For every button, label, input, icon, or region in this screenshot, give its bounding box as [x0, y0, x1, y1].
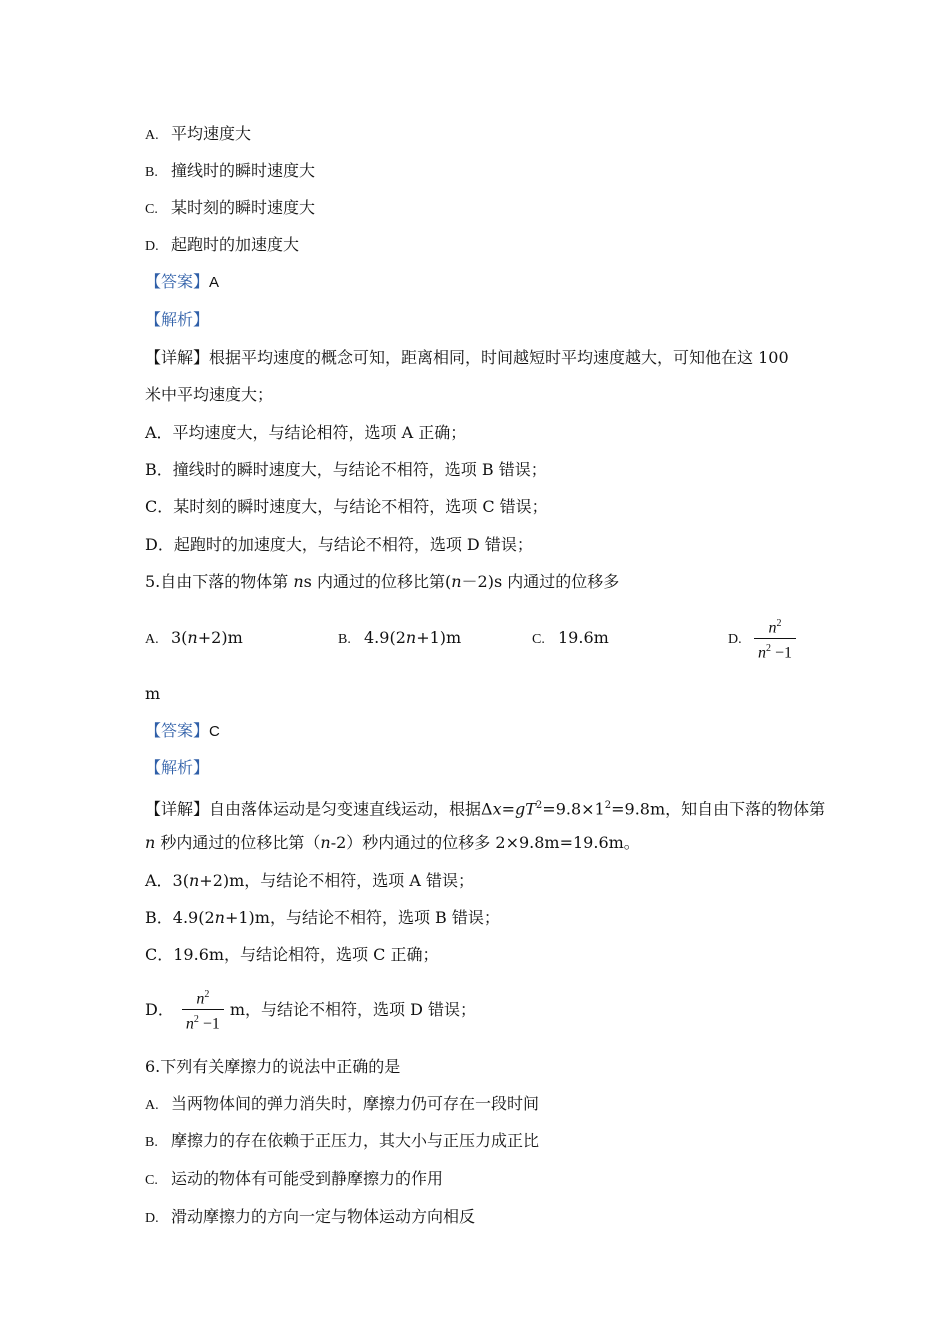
q4-detail-line1: 【详解】根据平均速度的概念可知，距离相同，时间越短时平均速度越大，可知他在这 100	[145, 348, 789, 367]
q6-option-c: C. 运动的物体有可能受到静摩擦力的作用	[145, 1169, 444, 1188]
q4-option-b: B. 撞线时的瞬时速度大	[145, 161, 316, 180]
q4-explanation-b: B．撞线时的瞬时速度大，与结论不相符，选项 B 错误；	[145, 460, 547, 479]
q5-option-a: A. 3(n+2)m	[145, 628, 243, 647]
q4-option-a: A. 平均速度大	[145, 124, 252, 143]
q5-option-d-unit: m	[145, 684, 161, 703]
q5-answer: 【答案】C	[145, 721, 220, 740]
q6-option-d: D. 滑动摩擦力的方向一定与物体运动方向相反	[145, 1207, 476, 1226]
q5-explanation-c: C．19.6m，与结论相符，选项 C 正确；	[145, 945, 439, 964]
q5-option-b: B. 4.9(2n+1)m	[338, 628, 462, 647]
q5-detail-line2: n 秒内通过的位移比第（n-2）秒内通过的位移多 2×9.8m=19.6m。	[145, 833, 640, 852]
q4-explanation-d: D．起跑时的加速度大，与结论不相符，选项 D 错误；	[145, 535, 533, 554]
q4-option-d: D. 起跑时的加速度大	[145, 235, 300, 254]
q6-stem: 6.下列有关摩擦力的说法中正确的是	[145, 1057, 401, 1076]
q5-explanation-b: B．4.9(2n+1)m，与结论不相符，选项 B 错误；	[145, 908, 500, 927]
q5-detail-line1: 【详解】自由落体运动是匀变速直线运动，根据$\Delta x=gT^2=9.8\times 1^2=9.8m$，知自由下落的物体第	[145, 799, 826, 819]
q6-option-b: B. 摩擦力的存在依赖于正压力，其大小与正压力成正比	[145, 1131, 540, 1150]
q4-analysis-tag: 【解析】	[145, 310, 210, 329]
q5-explanation-d: D． $\frac{n^2}{n^2 -1}$ m，与结论不相符，选项 D 错误；	[145, 985, 476, 1035]
q5-option-c: C. 19.6m	[532, 628, 609, 647]
q5-stem: 5.自由下落的物体第 ns 内通过的位移比第(n－2)s 内通过的位移多	[145, 572, 620, 591]
q4-option-c: C. 某时刻的瞬时速度大	[145, 198, 316, 217]
q4-explanation-a: A．平均速度大，与结论相符，选项 A 正确；	[145, 423, 467, 442]
q5-option-d: D.	[728, 632, 742, 647]
q4-answer: 【答案】A	[145, 272, 220, 291]
q4-explanation-c: C．某时刻的瞬时速度大，与结论不相符，选项 C 错误；	[145, 497, 548, 516]
q5-explanation-a: A．3(n+2)m，与结论不相符，选项 A 错误；	[145, 871, 475, 890]
q5-analysis-tag: 【解析】	[145, 758, 210, 777]
q5-explanation-d-fraction: $\frac{n^2}{n^2 -1}$	[182, 985, 224, 1035]
q4-detail-line2: 米中平均速度大；	[145, 385, 274, 404]
q6-option-a: A. 当两物体间的弹力消失时，摩擦力仍可存在一段时间	[145, 1094, 540, 1113]
q5-option-d-fraction: $\frac{n^2}{n^2 -1}$	[754, 614, 796, 664]
